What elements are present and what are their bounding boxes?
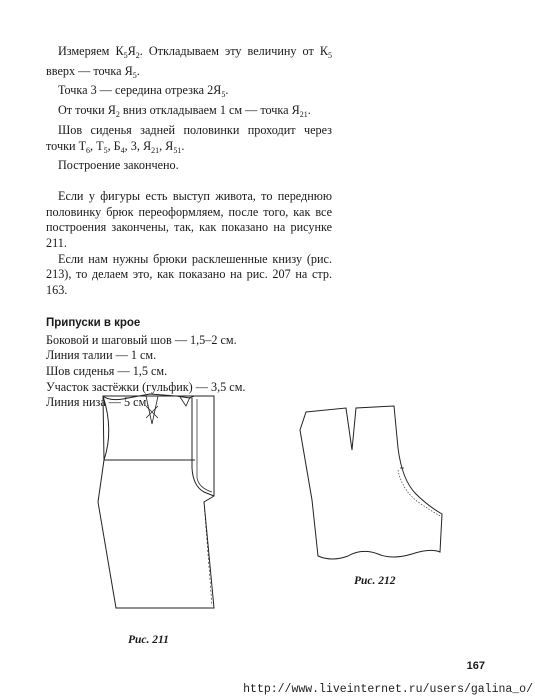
source-url: http://www.liveinternet.ru/users/galina_o/ — [243, 683, 533, 696]
paragraph-6: Если у фигуры есть выступ живота, то переднюю половинку брюк переоформляем, после того, как все построения закончены, так, как показано на рисунке 211. — [46, 188, 332, 251]
figure-212-caption: Рис. 212 — [354, 575, 396, 587]
paragraph-7: Если нам нужны брюки расклешенные книзу (рис. 213), то делаем это, как показано на рис. 207 на стр. 163. — [46, 251, 332, 298]
allowance-item: Линия талии — 1 см. — [46, 348, 157, 363]
paragraph-4: Шов сиденья задней половинки проходит через точки $Т_6$, $Т_5$, $Б_4$, 3, $Я_{21}$, $Я_{51}$. — [46, 122, 332, 155]
main-text — [46, 44, 332, 411]
allowances-heading: Припуски в крое — [46, 316, 141, 329]
figure-211-caption: Рис. 211 — [128, 634, 169, 646]
spacer — [46, 299, 332, 314]
fig211-fly-inner — [197, 399, 212, 492]
spacer — [46, 174, 332, 189]
allowance-item: Линия низа — 5 см. — [46, 395, 150, 410]
allowance-item: Боковой и шаговый шов — 1,5–2 см. — [46, 332, 237, 347]
paragraph-1: Измеряем $К_5Я_2$. Откладываем эту величину от $К_5$ вверх — точка $Я_5$. — [46, 44, 333, 80]
fig212-seam-dashed — [398, 470, 440, 516]
page-number: 167 — [466, 660, 485, 672]
fig211-outline — [98, 396, 214, 608]
allowance-item: Шов сиденья — 1,5 см. — [46, 363, 168, 378]
paragraph-5: Построение закончено. — [58, 158, 179, 173]
fig211-fly-line — [192, 398, 214, 496]
fig211-inseam — [204, 502, 212, 606]
paragraph-2: Точка 3 — середина отрезка $2Я_5$. — [58, 83, 229, 100]
fig212-outline — [300, 406, 442, 559]
allowance-item: Участок застёжки (гульфик) — 3,5 см. — [46, 379, 246, 394]
paragraph-3: От точки $Я_2$ вниз откладываем 1 см — точка $Я_{21}$. — [58, 103, 311, 120]
